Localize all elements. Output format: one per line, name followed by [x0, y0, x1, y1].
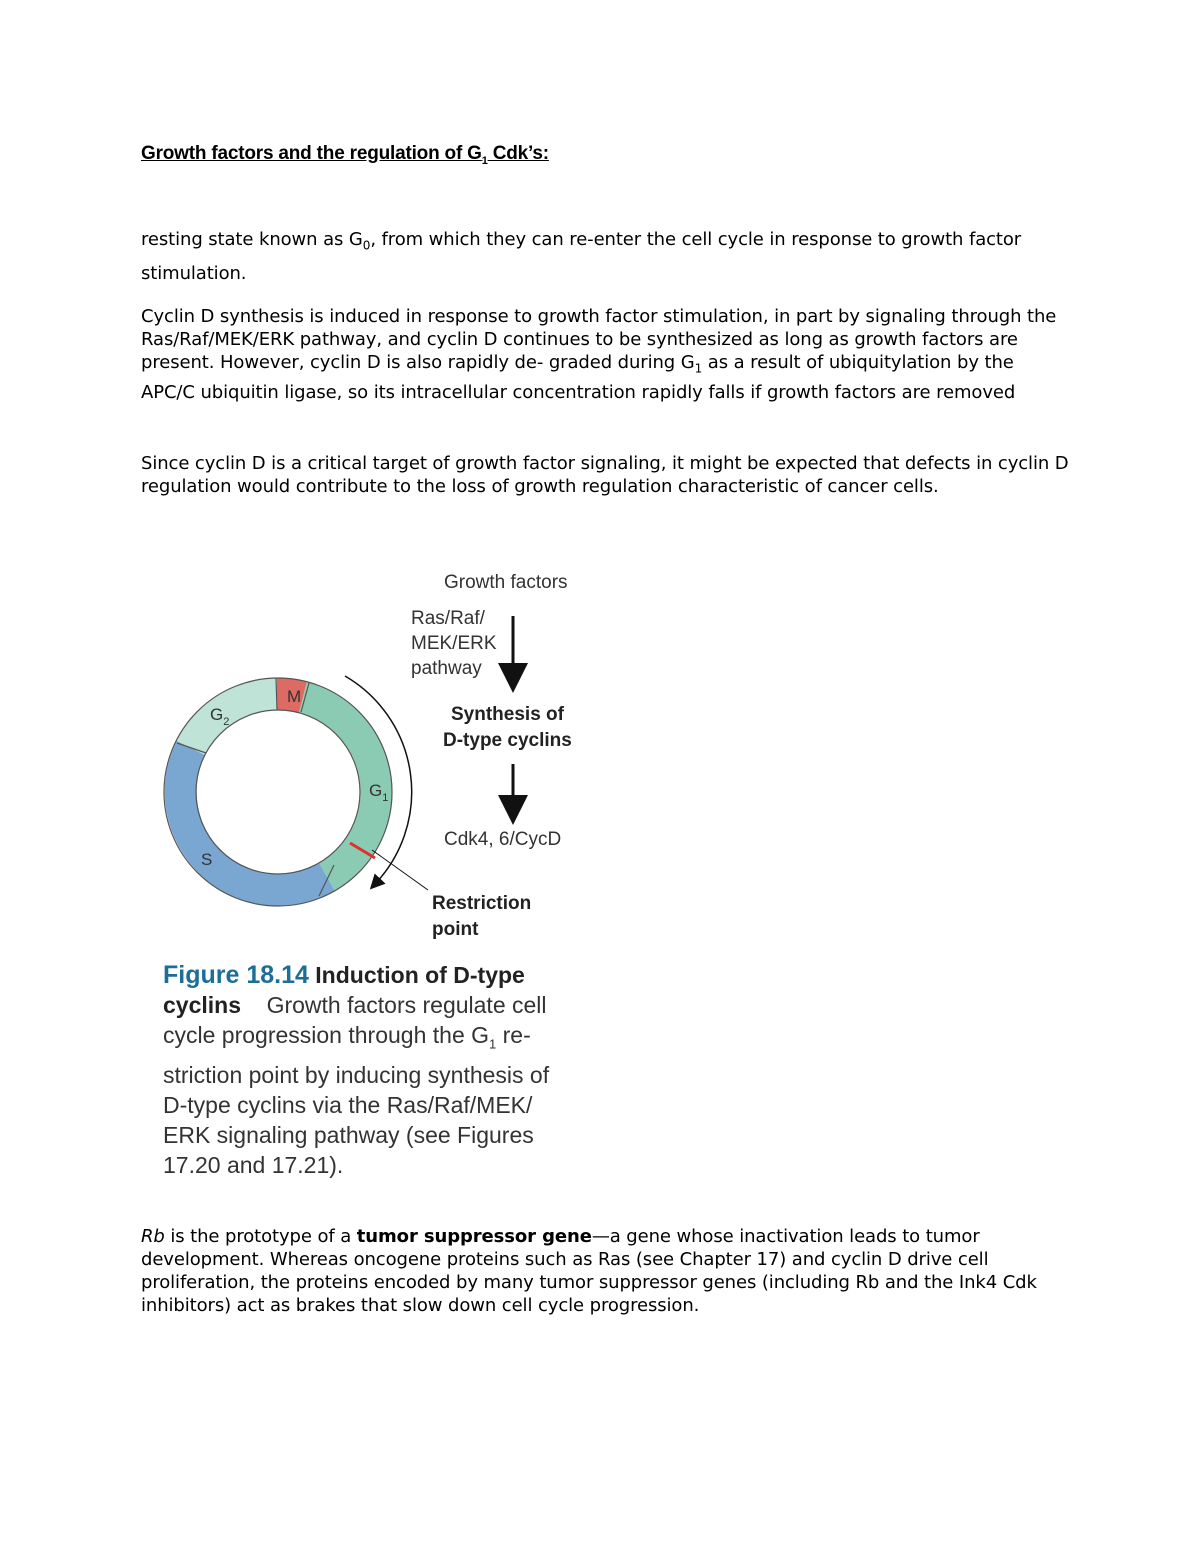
label-cdk: Cdk4, 6/CycD [444, 829, 562, 850]
paragraph2-text-after: as a result of ubiquitylation by the APC/C ubiquitin ligase, so its intracellular concentration rapidly falls if growth factors are removed [141, 352, 1016, 403]
paragraph2-text: Cyclin D synthesis is induced in response to growth factor stimulation, in part by signaling through the Ras/Raf/MEK/ERK pathway, and cyclin D continues to be synthesized as long as growth factors are present. However, cyclin D is also rapidly de- graded during G [141, 306, 1057, 373]
label-synthesis-line1: Synthesis of [451, 704, 564, 725]
label-pathway-line1: Ras/Raf/ [411, 608, 485, 629]
figure-number: Figure 18.14 [163, 961, 309, 989]
paragraph1-text-after: , from which they can re-enter the cell cycle in response to growth factor stimulation. [141, 229, 1022, 284]
rb-italic: Rb [141, 1226, 165, 1247]
phase-g2-segment [191, 694, 277, 748]
label-phase-g1-sub: 1 [382, 792, 389, 804]
paragraph4-text2: —a gene whose inactivation leads to tumor development. Whereas oncogene proteins such as Ras (see Chapter 17) and cyclin D drive cell proliferation, the proteins encoded by many tumor suppressor genes (including Rb and the Ink4 Cdk inhibitors) act as brakes that slow down cell cycle progression. [141, 1226, 1037, 1316]
label-phase-s: S [201, 850, 213, 869]
label-phase-g2: G [210, 705, 224, 724]
label-restriction-line1: Restriction [432, 893, 532, 914]
paragraph-resting-state [141, 226, 1071, 287]
figure-title: Induction of D-type cyclins [163, 962, 525, 1018]
label-synthesis-line2: D-type cyclins [443, 730, 572, 751]
phase-g1-segment [303, 697, 376, 877]
paragraph-cyclin-d-synthesis [141, 305, 1071, 404]
paragraph1-text: resting state known as G [141, 229, 363, 250]
restriction-pointer-line [372, 850, 428, 890]
ring-inner-outline [196, 710, 360, 874]
label-restriction-line2: point [432, 919, 479, 940]
page-heading [141, 143, 549, 167]
figure-caption-text-after: re- striction point by inducing synthesis of D-type cyclins via the Ras/Raf/MEK/ ERK signaling pathway (see Figures 17.20 and 17.21). [163, 1022, 550, 1178]
heading-text: Growth factors and the regulation of G [141, 143, 482, 164]
heading-text-after: Cdk’s: [487, 143, 549, 164]
heading-subscript: 1 [481, 154, 488, 167]
figure-caption [163, 960, 573, 1180]
label-phase-g2-sub: 2 [223, 716, 230, 728]
label-pathway-line2: MEK/ERK [411, 633, 497, 654]
figure-caption-subscript: 1 [489, 1036, 497, 1052]
paragraph-cancer-cells: Since cyclin D is a critical target of growth factor signaling, it might be expected that defects in cyclin D regulation would contribute to the loss of growth regulation characteristic of cancer cells. [141, 453, 1069, 497]
paragraph4-text1: is the prototype of a [164, 1226, 357, 1247]
label-phase-g1: G [369, 781, 383, 800]
paragraph-tumor-suppressor [141, 1225, 1071, 1317]
figure-caption-text: Growth factors regulate cell cycle progression through the G [163, 992, 547, 1048]
tumor-suppressor-term: tumor suppressor gene [356, 1226, 592, 1247]
cell-cycle-svg [160, 560, 600, 960]
label-pathway-line3: pathway [411, 658, 482, 679]
label-growth-factors: Growth factors [444, 572, 568, 593]
paragraph1-subscript: 0 [362, 238, 371, 253]
paragraph2-subscript: 1 [694, 361, 703, 376]
label-phase-m: M [287, 687, 302, 706]
